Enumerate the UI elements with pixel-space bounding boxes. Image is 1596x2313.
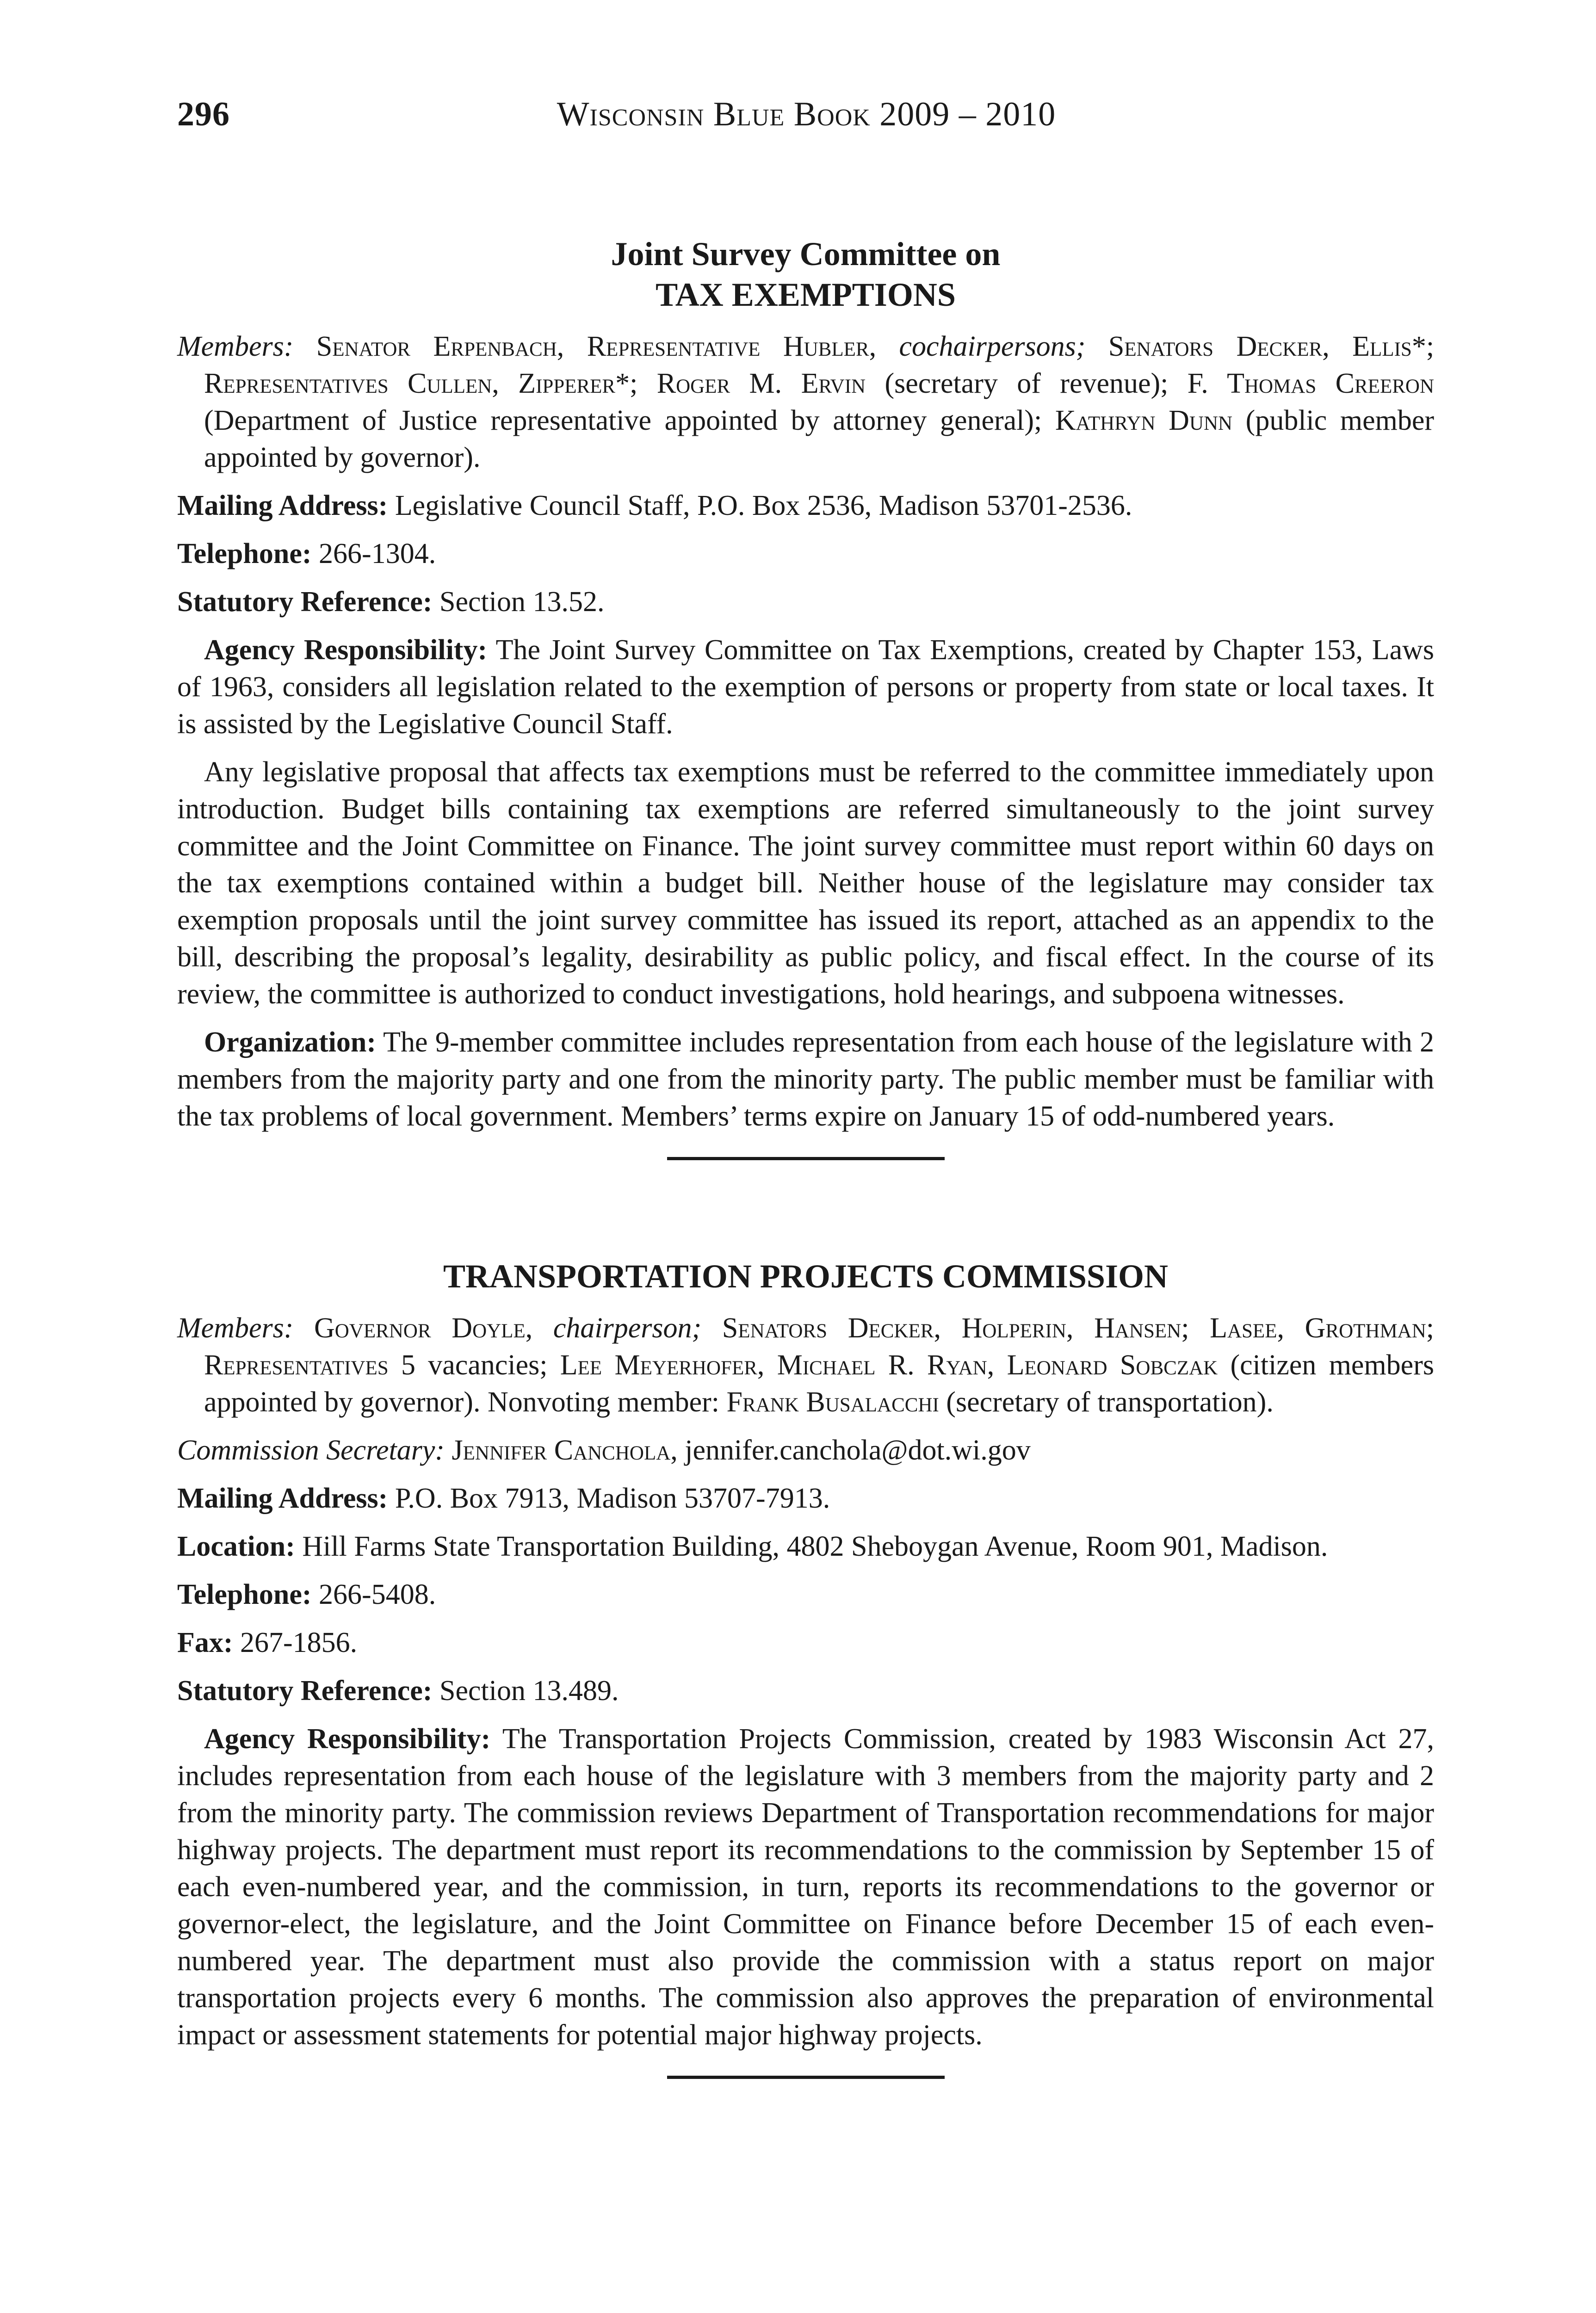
commission-secretary [177,1432,1434,1469]
telephone [177,1576,1434,1613]
section-divider [667,2076,945,2079]
members-paragraph [177,1310,1434,1421]
member-role: chairperson; [553,1312,702,1344]
commission-secretary-label: Commission Secretary: [177,1435,445,1466]
member-name: Ellis [1352,331,1412,362]
member-name: Holperin [961,1312,1066,1344]
member-text: , [934,1312,962,1344]
mailing-address [177,487,1434,524]
member-text: , [869,331,899,362]
fax [177,1624,1434,1661]
section-heading: TRANSPORTATION PROJECTS COMMISSION [443,1258,1168,1295]
member-text: (Department of Justice representative appointed by attorney general); [204,405,1055,436]
transportation-section [177,1256,1434,2079]
member-name: Lee Meyerhofer [560,1349,757,1381]
member-text [701,1312,722,1344]
member-text: 5 vacancies; [388,1349,560,1381]
members-label: Members: [177,1312,294,1344]
mailing-address-label: Mailing Address: [177,1483,388,1514]
telephone [177,535,1434,572]
section-heading-line2: TAX EXEMPTIONS [656,276,956,313]
member-text: , [557,331,587,362]
member-name: Roger M. Ervin [656,368,866,399]
location-label: Location: [177,1531,295,1562]
member-name: Governor Doyle [314,1312,526,1344]
member-name: Representatives [204,1349,389,1381]
member-name: Representatives Cullen [204,368,492,399]
members-label: Members: [177,331,294,362]
statutory-reference-value: Section 13.52. [439,586,605,618]
members-list [204,1312,1434,1418]
telephone-value: 266-1304. [319,538,436,569]
telephone-label: Telephone: [177,538,312,569]
tax-exemptions-section [177,234,1434,1160]
agency-responsibility-label: Agency Responsibility: [204,634,488,666]
section-divider [667,1157,945,1160]
agency-responsibility [177,1720,1434,2053]
statutory-reference-label: Statutory Reference: [177,1675,433,1707]
member-text: *; [615,368,657,399]
agency-responsibility-text: The Transportation Projects Commission, created by 1983 Wisconsin Act 27, includes representation from each house of the legislature with 3 members from the majority party and 2 from the minority party. The commission reviews Department of Transportation recommendations for major highway projects. The department must report its recommendations to the commission by September 15 of each even-numbered year, and the commission, in turn, reports its recommendations to the governor or governor-elect, the legislature, and the Joint Committee on Finance before December 15 of each even-numbered year. The department must also provide the commission with a status report on major transportation projects every 6 months. The commission also approves the preparation of environmental impact or assessment statements for potential major highway projects. [177,1723,1434,2051]
member-name: Senators Decker [722,1312,934,1344]
member-name: Lasee [1210,1312,1277,1344]
member-text: (secretary of transportation). [939,1386,1274,1418]
member-name: Grothman [1305,1312,1426,1344]
agency-responsibility [177,631,1434,742]
member-text: , [1277,1312,1305,1344]
member-text: , [1066,1312,1095,1344]
organization [177,1024,1434,1135]
member-text: (public member appointed by governor). [204,405,1434,473]
organization-text: The 9-member committee includes representation from each house of the legislature with 2 members from the majority party and one from the minority party. The public member must be familiar with the tax problems of local government. Members’ terms expire on January 15 of odd-numbered years. [177,1027,1434,1132]
member-name: Zipperer [518,368,616,399]
fax-label: Fax: [177,1627,233,1658]
member-text: , [525,1312,553,1344]
member-name: Michael R. Ryan [777,1349,987,1381]
location [177,1528,1434,1565]
telephone-value: 266-5408. [319,1579,436,1610]
member-text: ; [1181,1312,1210,1344]
member-text: ; [1426,1312,1435,1344]
member-name: F. Thomas Creeron [1187,368,1434,399]
member-name: Frank Busalacchi [726,1386,939,1418]
commission-secretary-name: Jennifer Canchola [452,1435,671,1466]
statutory-reference [177,583,1434,620]
member-name: Senators Decker [1108,331,1323,362]
agency-responsibility-label: Agency Responsibility: [204,1723,491,1755]
running-head [177,95,1435,146]
page-number: 296 [177,95,230,133]
mailing-address-value: P.O. Box 7913, Madison 53707-7913. [395,1483,830,1514]
mailing-address-label: Mailing Address: [177,490,388,521]
organization-label: Organization: [204,1027,376,1058]
mailing-address-value: Legislative Council Staff, P.O. Box 2536, Madison 53701-2536. [395,490,1132,521]
member-text: *; [1411,331,1435,362]
member-text: , [1322,331,1353,362]
member-name: Representative Hubler [587,331,869,362]
member-text [1085,331,1108,362]
agency-responsibility-text: The Joint Survey Committee on Tax Exemptions, created by Chapter 153, Laws of 1963, considers all legislation related to the exemption of persons or property from state or local taxes. It is assisted by the Legislative Council Staff. [177,634,1434,740]
member-name: Leonard Sobczak [1007,1349,1218,1381]
location-value: Hill Farms State Transportation Building, 4802 Sheboygan Avenue, Room 901, Madison. [302,1531,1328,1562]
member-role: cochairpersons; [899,331,1086,362]
member-name: Hansen [1094,1312,1182,1344]
commission-secretary-email: , jennifer.canchola@dot.wi.gov [670,1435,1031,1466]
mailing-address [177,1480,1434,1517]
member-text: , [757,1349,777,1381]
member-text: (secretary of revenue); [866,368,1188,399]
member-name: Kathryn Dunn [1055,405,1233,436]
telephone-label: Telephone: [177,1579,312,1610]
statutory-reference-value: Section 13.489. [439,1675,619,1707]
statutory-reference-label: Statutory Reference: [177,586,433,618]
members-paragraph [177,328,1434,476]
member-text: , [987,1349,1007,1381]
fax-value: 267-1856. [240,1627,358,1658]
referral-paragraph: Any legislative proposal that affects tax exemptions must be referred to the committee immediately upon introduction. Budget bills containing tax exemptions are referred simultaneously to the joint survey committee and the Joint Committee on Finance. The joint survey committee must report within 60 days on the tax exemptions contained within a budget bill. Neither house of the legislature may consider tax exemption proposals until the joint survey committee has issued its report, attached as an appendix to the bill, describing the proposal’s legality, desirability as public policy, and fiscal effect. In the course of its review, the committee is authorized to conduct investigations, hold hearings, and subpoena witnesses. [177,756,1434,1010]
running-title: Wisconsin Blue Book 2009 – 2010 [557,95,1056,133]
members-list [204,331,1434,473]
statutory-reference [177,1672,1434,1709]
member-name: Senator Erpenbach [316,331,557,362]
member-text: (citizen members appointed by governor). Nonvoting member: [204,1349,1434,1418]
member-text: , [492,368,519,399]
section-heading-line1: Joint Survey Committee on [611,235,1001,272]
